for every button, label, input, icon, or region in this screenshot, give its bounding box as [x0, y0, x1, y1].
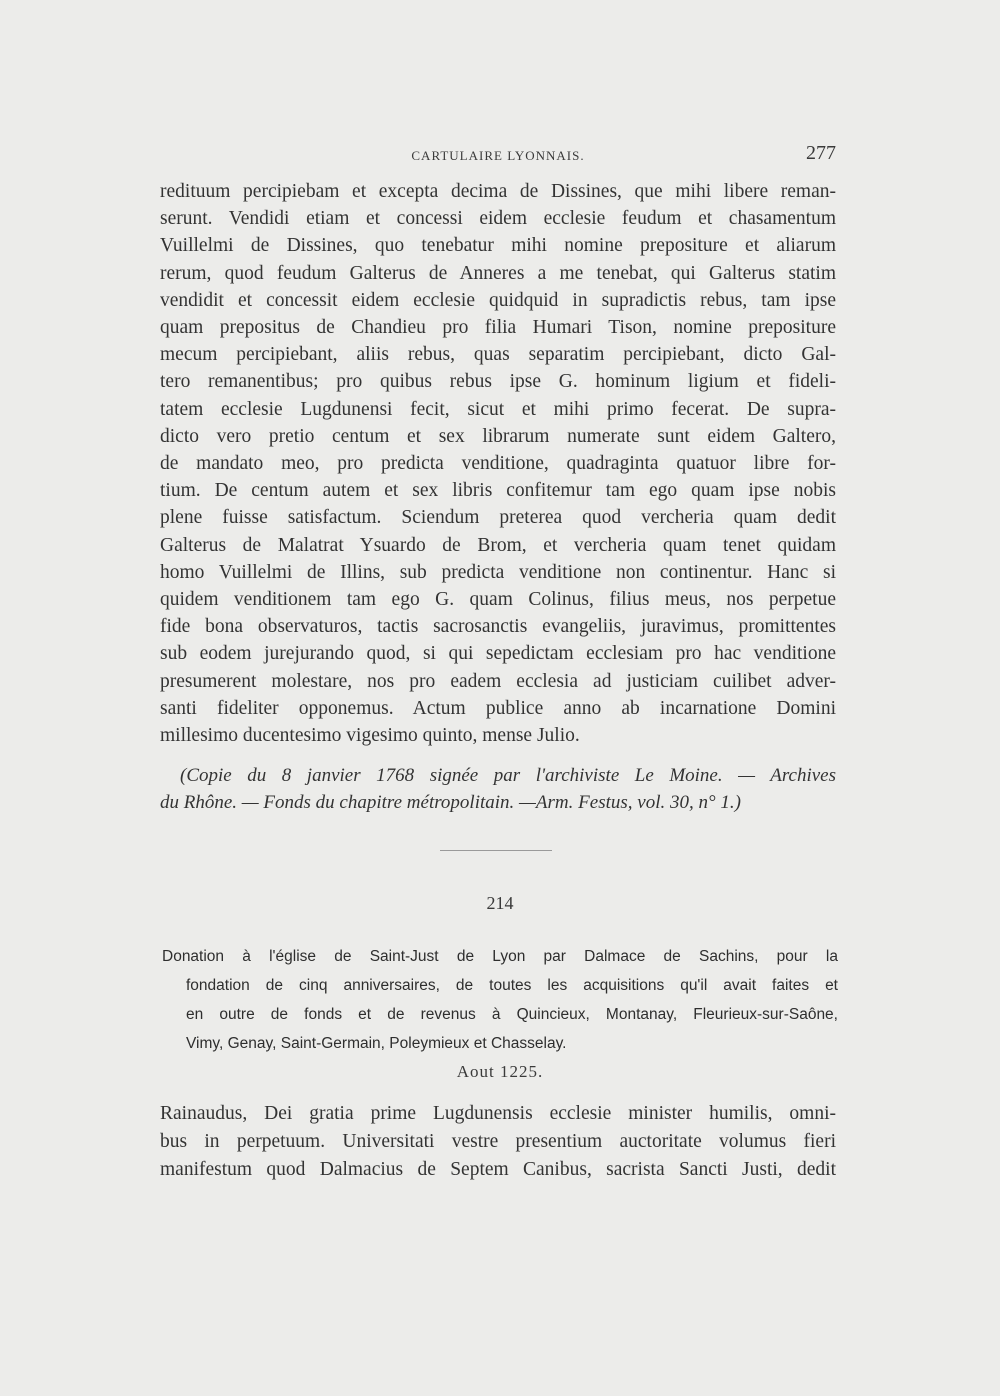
text-line: tatem ecclesie Lugdunensi fecit, sicut et mihi primo fecerat. De supra-	[160, 398, 836, 420]
document-summary	[162, 942, 838, 1058]
text-line: homo Vuillelmi de Illins, sub predicta venditione non continentur. Hanc si	[160, 561, 836, 583]
summary-line: fondation de cinq anniversaires, de toutes les acquisitions qu'il avait faites et	[186, 977, 838, 994]
text-line: Galterus de Malatrat Ysuardo de Brom, et vercheria quam tenet quidam	[160, 534, 836, 556]
running-head: CARTULAIRE LYONNAIS.	[411, 148, 585, 163]
source-citation	[160, 762, 836, 816]
text-line: quam prepositus de Chandieu pro filia Humari Tison, nomine prepositure	[160, 317, 836, 339]
page-header	[160, 140, 836, 170]
document-date: Aout 1225.	[456, 1062, 544, 1081]
text-line: presumerent molestare, nos pro eadem ecclesia ad justiciam cuilibet adver-	[160, 670, 836, 692]
text-line: plene fuisse satisfactum. Sciendum preterea quod vercheria quam dedit	[160, 507, 836, 529]
text-line: sub eodem jurejurando quod, si qui sepedictam ecclesiam pro hac venditione	[160, 643, 836, 665]
text-line: dicto vero pretio centum et sex librarum numerate sunt eidem Galtero,	[160, 425, 836, 447]
summary-line: Donation à l'église de Saint-Just de Lyon par Dalmace de Sachins, pour la	[162, 948, 838, 965]
section-divider	[440, 850, 552, 851]
text-line: tero remanentibus; pro quibus rebus ipse G. hominum ligium et fideli-	[160, 371, 836, 393]
text-line: bus in perpetuum. Universitati vestre presentium auctoritate volumus fieri	[160, 1131, 836, 1152]
text-line: serunt. Vendidi etiam et concessi eidem ecclesie feudum et chasamentum	[160, 208, 836, 230]
summary-line: en outre de fonds et de revenus à Quincieux, Montanay, Fleurieux-sur-Saône,	[186, 1006, 838, 1023]
text-line: mecum percipiebant, aliis rebus, quas separatim percipiebant, dicto Gal-	[160, 344, 836, 366]
text-line: vendidit et concessit eidem ecclesie quidquid in supradictis rebus, tam ipse	[160, 289, 836, 311]
text-line: rerum, quod feudum Galterus de Anneres a me tenebat, qui Galterus statim	[160, 262, 836, 284]
text-line: quidem venditionem tam ego G. quam Colinus, filius meus, nos perpetue	[160, 589, 836, 611]
text-line: redituum percipiebam et excepta decima de Dissines, que mihi libere reman-	[160, 181, 836, 202]
charter-text-2	[160, 1100, 836, 1184]
text-line: Vuillelmi de Dissines, quo tenebatur mihi nomine prepositure et aliarum	[160, 235, 836, 257]
text-line: tium. De centum autem et sex libris confitemur tam ego quam ipse nobis	[160, 480, 836, 502]
charter-text	[160, 178, 836, 749]
page-number: 277	[806, 142, 836, 164]
citation-line: du Rhône. — Fonds du chapitre métropolitain. —Arm. Festus, vol. 30, n° 1.)	[160, 792, 741, 813]
text-line: millesimo ducentesimo vigesimo quinto, mense Julio.	[160, 725, 580, 747]
text-line: de mandato meo, pro predicta venditione, quadraginta quatuor libre for-	[160, 453, 836, 475]
document-number: 214	[486, 893, 514, 913]
citation-line: (Copie du 8 janvier 1768 signée par l'archiviste Le Moine. — Archives	[180, 765, 836, 786]
text-line: Rainaudus, Dei gratia prime Lugdunensis ecclesie minister humilis, omni-	[160, 1103, 836, 1124]
text-line: santi fideliter opponemus. Actum publice anno ab incarnatione Domini	[160, 697, 836, 719]
text-line: manifestum quod Dalmacius de Septem Canibus, sacrista Sancti Justi, dedit	[160, 1159, 836, 1180]
text-line: fide bona observaturos, tactis sacrosanctis evangeliis, juravimus, promittentes	[160, 616, 836, 638]
summary-line: Vimy, Genay, Saint-Germain, Poleymieux et Chasselay.	[186, 1035, 567, 1052]
